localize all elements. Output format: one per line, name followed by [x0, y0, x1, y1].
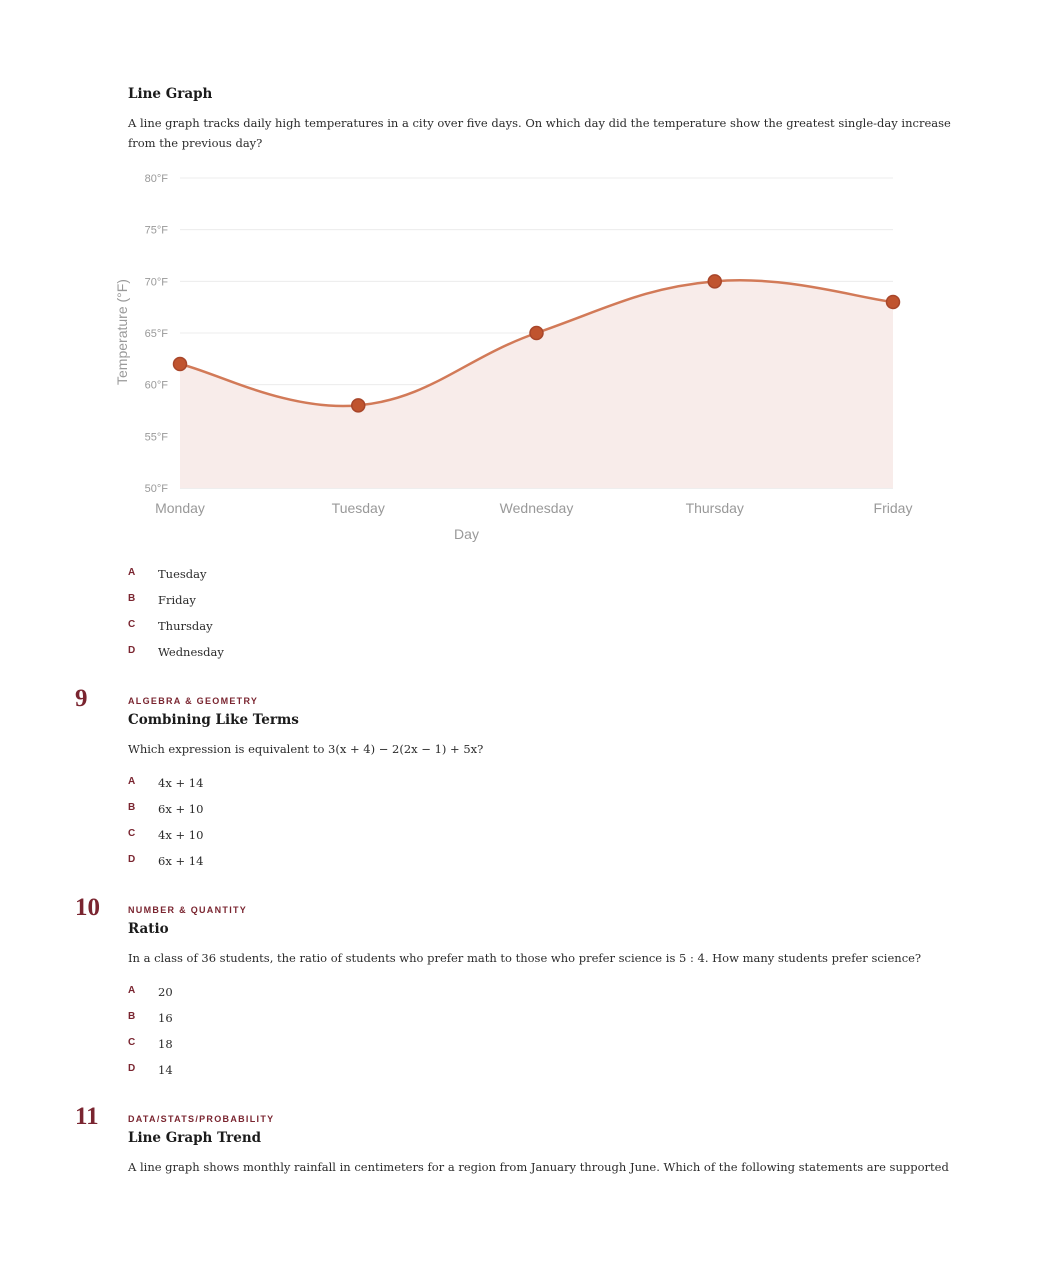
series-area: [180, 280, 893, 488]
choice-letter: A: [128, 567, 136, 578]
question-title: Combining Like Terms: [128, 712, 299, 728]
y-tick-label: 50°F: [144, 483, 168, 495]
data-point: [530, 327, 543, 340]
choice-letter: B: [128, 1011, 136, 1022]
data-point: [887, 296, 900, 309]
question-number: 11: [75, 1103, 99, 1130]
choice-text: Friday: [158, 593, 196, 607]
temperature-line-chart: [110, 165, 920, 550]
choice-letter: A: [128, 776, 136, 787]
question-title: Ratio: [128, 921, 169, 937]
choice-letter: D: [128, 1063, 136, 1074]
y-tick-label: 70°F: [144, 276, 168, 289]
data-point: [352, 399, 365, 412]
question-title: Line Graph Trend: [128, 1130, 262, 1146]
choice-letter: B: [128, 802, 136, 813]
choice-text: Tuesday: [158, 567, 207, 581]
x-tick-label: Thursday: [685, 500, 744, 516]
question-text: A line graph shows monthly rainfall in centimeters for a region from January through June. Which of the following statements are supported: [128, 1160, 949, 1174]
choice-text: 16: [158, 1011, 173, 1025]
y-tick-label: 60°F: [144, 379, 168, 392]
question-text: A line graph tracks daily high temperatures in a city over five days. On which day did the temperature show the greatest single-day increase from the previous day?: [128, 116, 951, 150]
choice-letter: D: [128, 854, 136, 865]
choice-text: 20: [158, 985, 173, 999]
x-tick-label: Monday: [155, 500, 205, 516]
y-tick-label: 65°F: [144, 328, 168, 340]
question-category: ALGEBRA & GEOMETRY: [128, 696, 259, 706]
choice-text: 6x + 14: [158, 854, 204, 868]
choice-text: 4x + 14: [158, 776, 204, 790]
y-axis-title: Temperature (°F): [114, 279, 130, 385]
choice-letter: C: [128, 1037, 136, 1048]
x-tick-label: Tuesday: [331, 500, 385, 516]
choice-text: 18: [158, 1037, 173, 1051]
y-tick-label: 55°F: [144, 431, 168, 444]
question-title: Line Graph: [128, 86, 213, 102]
question-category: NUMBER & QUANTITY: [128, 905, 248, 915]
question-text: Which expression is equivalent to 3(x + 4) − 2(2x − 1) + 5x?: [128, 742, 484, 756]
question-text: In a class of 36 students, the ratio of students who prefer math to those who prefer science is 5 : 4. How many students prefer science?: [128, 951, 922, 965]
choice-letter: A: [128, 985, 136, 996]
choice-letter: C: [128, 828, 136, 839]
question-number: 10: [75, 894, 100, 921]
question-category: DATA/STATS/PROBABILITY: [128, 1114, 275, 1124]
choice-letter: D: [128, 645, 136, 656]
choice-text: 4x + 10: [158, 828, 204, 842]
y-tick-label: 75°F: [144, 224, 168, 237]
choice-letter: C: [128, 619, 136, 630]
question-number: 9: [75, 685, 88, 712]
x-tick-label: Wednesday: [499, 500, 574, 516]
choice-text: Wednesday: [158, 645, 224, 659]
choice-text: 6x + 10: [158, 802, 204, 816]
data-point: [174, 358, 187, 371]
y-tick-label: 80°F: [144, 173, 168, 185]
choice-letter: B: [128, 593, 136, 604]
choice-text: Thursday: [158, 619, 213, 633]
x-tick-label: Friday: [873, 500, 913, 516]
choice-text: 14: [158, 1063, 173, 1077]
data-point: [708, 275, 721, 288]
x-axis-title: Day: [454, 526, 479, 542]
